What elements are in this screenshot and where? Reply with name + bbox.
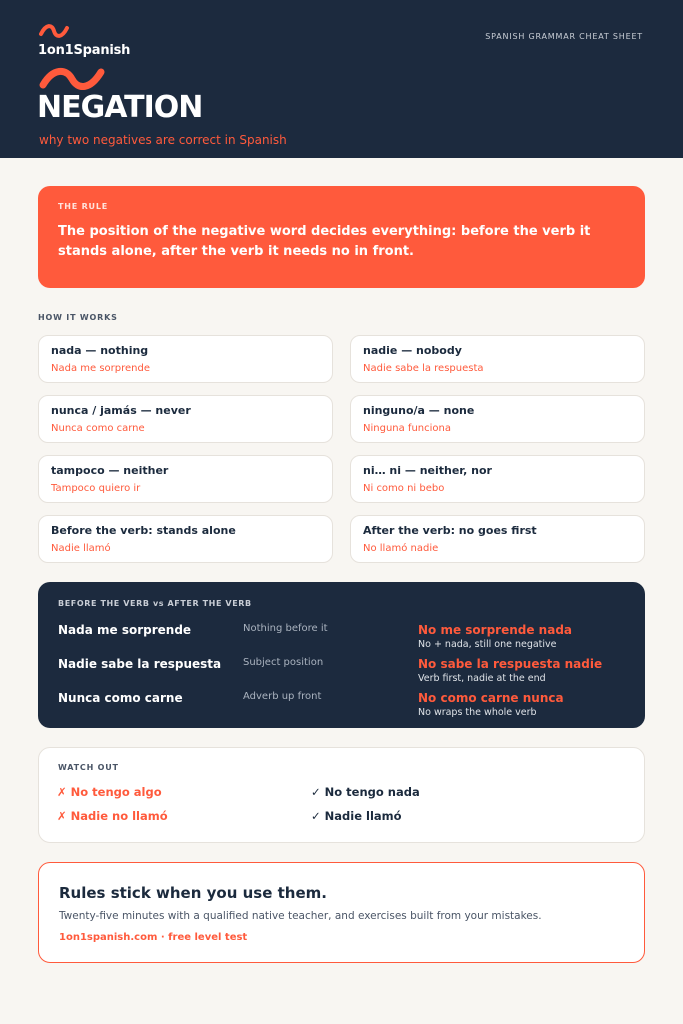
cta-text: Twenty-five minutes with a qualified native teacher, and exercises built from your mistakes. xyxy=(59,910,542,922)
comparison-sentence: Nadie sabe la respuesta xyxy=(58,657,222,671)
cta-link[interactable]: 1on1spanish.com · free level test xyxy=(59,932,248,943)
page-subtitle: why two negatives are correct in Spanish xyxy=(39,133,287,147)
watch-out-label: WATCH OUT xyxy=(58,763,119,772)
card-term: ni… ni — neither, nor xyxy=(363,464,492,477)
comparison-row xyxy=(38,691,645,723)
comparison-sentence: Nada me sorprende xyxy=(58,623,192,637)
incorrect-example: ✗ No tengo algo xyxy=(57,785,162,799)
wave-decoration-icon xyxy=(38,66,106,92)
comparison-row xyxy=(38,657,645,689)
page-title: NEGATION xyxy=(37,90,203,125)
rule-box xyxy=(38,186,645,288)
card-example: Nada me sorprende xyxy=(51,363,151,374)
comparison-sentence: Nunca como carne xyxy=(58,691,183,705)
brand-logo-text: 1on1Spanish xyxy=(38,43,131,58)
correct-example: ✓ No tengo nada xyxy=(311,785,420,799)
incorrect-example: ✗ Nadie no llamó xyxy=(57,809,168,823)
watch-out-panel xyxy=(38,747,645,843)
card-example: Ninguna funciona xyxy=(363,423,451,434)
comparison-fix: No sabe la respuesta nadie xyxy=(418,657,603,671)
comparison-explanation: Verb first, nadie at the end xyxy=(418,673,546,684)
rule-text: The position of the negative word decides everything: before the verb it stands alone, after the verb it needs no in front. xyxy=(58,224,591,259)
header-banner xyxy=(0,0,683,158)
comparison-note: Adverb up front xyxy=(243,691,322,702)
comparison-explanation: No wraps the whole verb xyxy=(418,707,537,718)
card-term: nadie — nobody xyxy=(363,344,462,357)
comparison-row xyxy=(38,623,645,655)
rule-label: THE RULE xyxy=(58,202,109,211)
sheet-kicker: SPANISH GRAMMAR CHEAT SHEET xyxy=(485,32,643,41)
vocab-card xyxy=(350,395,645,443)
comparison-note: Nothing before it xyxy=(243,623,328,634)
rule-card xyxy=(350,515,645,563)
vocab-card xyxy=(38,335,333,383)
comparison-explanation: No + nada, still one negative xyxy=(418,639,557,650)
cta-title: Rules stick when you use them. xyxy=(59,884,327,902)
vocab-card xyxy=(38,455,333,503)
comparison-panel xyxy=(38,582,645,728)
card-term: nunca / jamás — never xyxy=(51,404,191,417)
card-term: Before the verb: stands alone xyxy=(51,524,236,537)
card-term: After the verb: no goes first xyxy=(363,524,537,537)
wave-logo-icon xyxy=(38,24,70,38)
card-term: tampoco — neither xyxy=(51,464,169,477)
correct-example: ✓ Nadie llamó xyxy=(311,809,402,823)
card-example: Nadie sabe la respuesta xyxy=(363,363,484,374)
card-example: No llamó nadie xyxy=(363,543,439,554)
how-it-works-label: HOW IT WORKS xyxy=(38,313,118,322)
vocab-card xyxy=(38,395,333,443)
comparison-note: Subject position xyxy=(243,657,324,668)
card-term: nada — nothing xyxy=(51,344,149,357)
card-example: Nunca como carne xyxy=(51,423,145,434)
card-term: ninguno/a — none xyxy=(363,404,475,417)
card-example: Nadie llamó xyxy=(51,543,111,554)
rule-card xyxy=(38,515,333,563)
cta-box xyxy=(38,862,645,963)
comparison-fix: No como carne nunca xyxy=(418,691,564,705)
comparison-fix: No me sorprende nada xyxy=(418,623,573,637)
card-example: Ni como ni bebo xyxy=(363,483,445,494)
vocab-card xyxy=(350,455,645,503)
vocab-card xyxy=(350,335,645,383)
comparison-label: BEFORE THE VERB vs AFTER THE VERB xyxy=(58,599,252,608)
card-example: Tampoco quiero ir xyxy=(51,483,141,494)
